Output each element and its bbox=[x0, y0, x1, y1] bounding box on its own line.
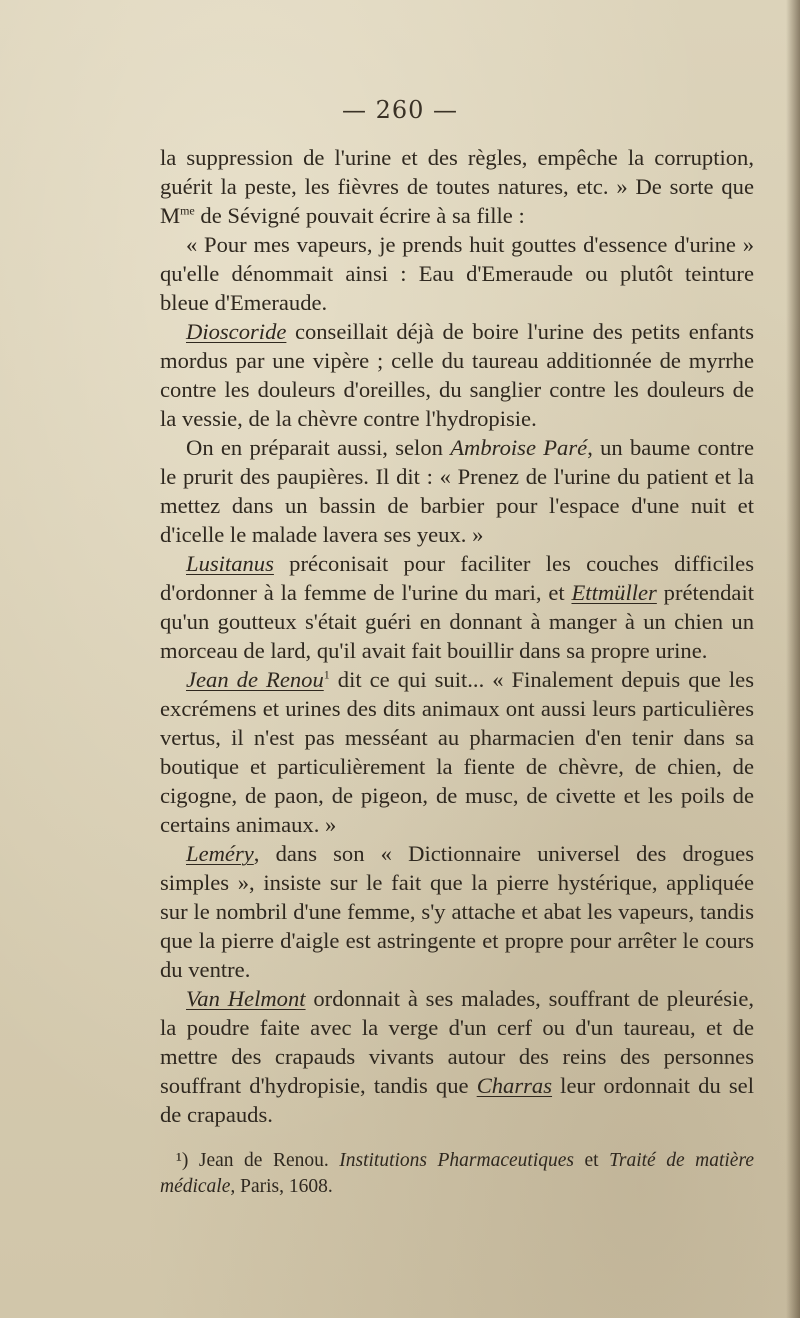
author-name-van-helmont: Van Helmont bbox=[186, 986, 306, 1011]
paragraph-1 bbox=[160, 143, 754, 230]
paragraph-4 bbox=[160, 433, 754, 549]
footnote-work-2: Traité de matière médicale, bbox=[160, 1150, 754, 1197]
paragraph-1-tail: de Sévigné pouvait écrire à sa fille : bbox=[194, 203, 525, 228]
paragraph-7 bbox=[160, 839, 754, 984]
author-name-ettmuller: Ettmüller bbox=[571, 580, 657, 605]
paragraph-3 bbox=[160, 317, 754, 433]
paragraph-6 bbox=[160, 665, 754, 839]
paragraph-5-text-b: prétendait qu'un goutteux s'était guéri en donnant à manger à un chien un morceau de lard, qu'il avait fait bouillir dans sa propre urine. bbox=[160, 580, 755, 663]
page-body bbox=[160, 143, 754, 1129]
footnote-author: Jean de Renou. bbox=[188, 1150, 340, 1171]
paragraph-8-text-b: leur ordonnait du sel de crapauds. bbox=[160, 1073, 754, 1127]
footnote bbox=[160, 1148, 754, 1200]
paragraph-8-text-a: ordonnait à ses malades, souffrant de pleurésie, la poudre faite avec la verge d'un cerf ou d'un taureau, et de mettre des crapauds vivants autour des reins des personnes souffrant d'hydropisie, tandis que bbox=[160, 986, 754, 1098]
author-name-lusitanus: Lusitanus bbox=[186, 551, 274, 576]
footnote-place-date: Paris, 1608. bbox=[235, 1176, 333, 1197]
author-name-charras: Charras bbox=[476, 1073, 553, 1098]
author-name-pare: Ambroise Paré bbox=[450, 435, 588, 460]
author-name-dioscoride: Dioscoride bbox=[186, 319, 287, 344]
paragraph-2 bbox=[160, 230, 754, 317]
paragraph-7-text: , dans son « Dictionnaire universel des drogues simples », insiste sur le fait que la pierre hystérique, appliquée sur le nombril d'une femme, s'y attache et abat les vapeurs, tandis que la pierre d'aigle est astringente et propre pour arrêter le cours du ventre. bbox=[160, 841, 754, 982]
footnote-work-1: Institutions Pharmaceutiques bbox=[339, 1150, 574, 1171]
page-edge-shadow bbox=[786, 0, 800, 1318]
footnote-reference: 1 bbox=[323, 667, 330, 682]
paragraph-1-text: la suppression de l'urine et des règles, empêche la corruption, guérit la peste, les fièvres de toutes natures, etc. » De sorte que M bbox=[160, 145, 754, 228]
paragraph-5 bbox=[160, 549, 754, 665]
paragraph-4-text-b: , un baume contre le prurit des paupières. Il dit : « Prenez de l'urine du patient et la mettez dans un bassin de barbier pour l'espace d'une nuit et d'icelle le malade lavera ses yeux. » bbox=[160, 435, 754, 547]
page-number: — 260 — bbox=[341, 96, 459, 124]
paragraph-4-text-a: On en préparait aussi, selon bbox=[186, 435, 451, 460]
paragraph-3-text: conseillait déjà de boire l'urine des petits enfants mordus par une vipère ; celle du taureau additionnée de myrrhe contre les douleurs d'oreilles, du sanglier contre les douleurs de la vessie, de la chèvre contre l'hydropisie. bbox=[160, 319, 754, 431]
paragraph-6-text: dit ce qui suit... « Finalement depuis que les excrémens et urines des dits animaux ont aussi leurs particulières vertus, il n'est pas messéant au pharmacien d'en tenir dans sa boutique et particulièrement la fiente de chèvre, de chien, de cigogne, de paon, de pigeon, de musc, de civette et les poils de certains animaux. » bbox=[160, 667, 754, 837]
paragraph-5-text-a: préconisait pour faciliter les couches difficiles d'ordonner à la femme de l'urine du mari, et bbox=[160, 551, 754, 605]
author-name-renou: Jean de Renou bbox=[186, 667, 324, 692]
footnote-marker: ¹) bbox=[176, 1150, 189, 1171]
paragraph-2-text: « Pour mes vapeurs, je prends huit gouttes d'essence d'urine » qu'elle dénommait ainsi : Eau d'Emeraude ou plutôt teinture bleue d'Emeraude. bbox=[160, 232, 754, 315]
superscript-me: me bbox=[180, 203, 195, 218]
paragraph-8 bbox=[160, 984, 754, 1129]
author-name-lemery: Leméry bbox=[186, 841, 254, 866]
footnote-conjunction: et bbox=[574, 1150, 610, 1171]
